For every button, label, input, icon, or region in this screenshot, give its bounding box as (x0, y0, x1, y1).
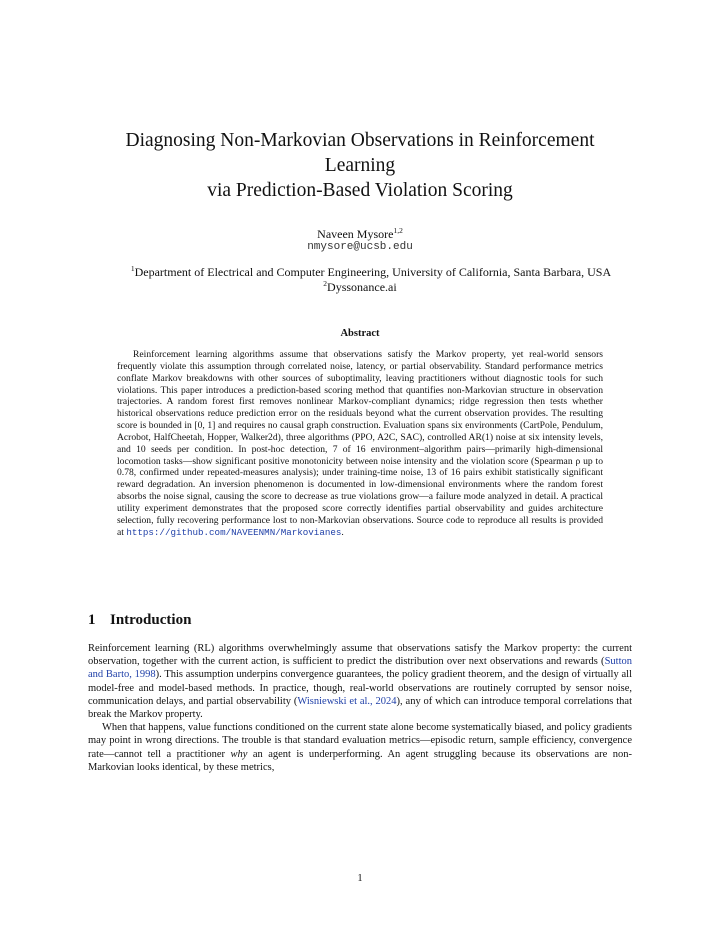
introduction-body (88, 642, 632, 774)
intro-p1-text-a: Reinforcement learning (RL) algorithms overwhelmingly assume that observations satisfy the Markov property: the current observation, together with the current action, is sufficient to predict the distribution over next observations and rewards ( (88, 643, 632, 668)
intro-paragraph-1 (88, 642, 632, 721)
abstract-paragraph (117, 349, 603, 539)
affiliation-2 (0, 277, 720, 294)
affiliation-1-mark: 1 (130, 264, 135, 273)
code-link[interactable]: https://github.com/NAVEENMN/Markovianes (126, 526, 342, 538)
intro-paragraph-2 (88, 721, 632, 774)
author-line (0, 223, 720, 242)
section-title: Introduction (110, 612, 192, 628)
affiliation-1-text: Department of Electrical and Computer Engineering, University of California, Santa Barbara, USA (134, 265, 612, 279)
abstract-text: Reinforcement learning algorithms assume that observations satisfy the Markov property, yet real-world sensors frequently violate this assumption through correlated noise, latency, or partial observability. Standard performance metrics conflate Markov breakdowns with other sources of suboptimality, leaving practitioners without diagnostic tools for such violations. This paper introduces a prediction-based scoring method that quantifies non-Markovian structure in observation trajectories. A random forest first removes nonlinear Markov-compliant dynamics; ridge regression then tests whether historical observations reduce prediction error on the residuals beyond what the current observation provides. The resulting score is bounded in [0, 1] and requires no causal graph construction. Evaluation spans six environments (CartPole, Pendulum, Acrobot, HalfCheetah, Hopper, Walker2d), three algorithms (PPO, A2C, SAC), controlled AR(1) noise at six intensity levels, and 10 seeds per condition. In post-hoc detection, 7 of 16 environment–algorithm pairs—primarily high-dimensional locomotion tasks—show significant positive monotonicity between noise intensity and the violation score (Spearman ρ up to 0.78, confirmed under repeated-measures analysis); under training-time noise, 13 of 16 pairs exhibit statistically significant reward degradation. An inversion phenomenon is documented in low-dimensional environments where the random forest absorbs the noise signal, causing the score to decrease as true violations grow—a failure mode analyzed in detail. A practical utility experiment demonstrates that the proposed score correctly identifies partial observability and guides architecture selection, fully recovering performance lost to non-Markovian observations. Source code to reproduce all results is provided at (117, 349, 603, 538)
title-line-1: Diagnosing Non-Markovian Observations in Reinforcement (125, 130, 595, 151)
title-line-2: Learning (324, 155, 396, 176)
section-heading (88, 612, 191, 629)
intro-p1-text-b: ). This assumption underpins convergence guarantees, the policy gradient theorem, and the design of virtually all model-free and model-based methods. In practice, though, real-world observations are routinely corrupted by sensor noise, communication delays, and partial observability ( (88, 669, 632, 707)
intro-p2-text-b: an agent is underperforming. An agent struggling because its observations are non-Markovian looks identical, by these metrics, (88, 748, 632, 773)
title-line-3: via Prediction-Based Violation Scoring (207, 180, 513, 201)
author-email[interactable]: nmysore@ucsb.edu (307, 241, 413, 253)
citation-wisniewski[interactable]: Wisniewski et al., 2024 (297, 695, 397, 707)
affiliation-2-mark: 2 (323, 279, 328, 288)
author-affiliation-marks: 1,2 (393, 226, 403, 235)
author-name: Naveen Mysore (317, 227, 394, 241)
intro-p1-text-c: ), any of which can introduce temporal correlations that break the Markov property. (88, 695, 632, 721)
page-number: 1 (357, 873, 363, 884)
abstract-end: . (341, 526, 344, 538)
abstract-heading: Abstract (340, 328, 380, 339)
section-number: 1 (88, 612, 96, 628)
intro-p2-text-a: When that happens, value functions conditioned on the current state alone become systematically biased, and policy gradients may point in wrong directions. The trouble is that standard evaluation metrics—episodic return, sample efficiency, convergence rate—cannot tell a practitioner (88, 722, 632, 760)
affiliation-2-text: Dyssonance.ai (327, 280, 397, 294)
citation-sutton-barto[interactable]: Sutton and Barto, 1998 (88, 656, 632, 681)
paper-title (95, 128, 625, 203)
intro-p2-emphasis: why (230, 748, 248, 760)
abstract-body (117, 349, 603, 539)
